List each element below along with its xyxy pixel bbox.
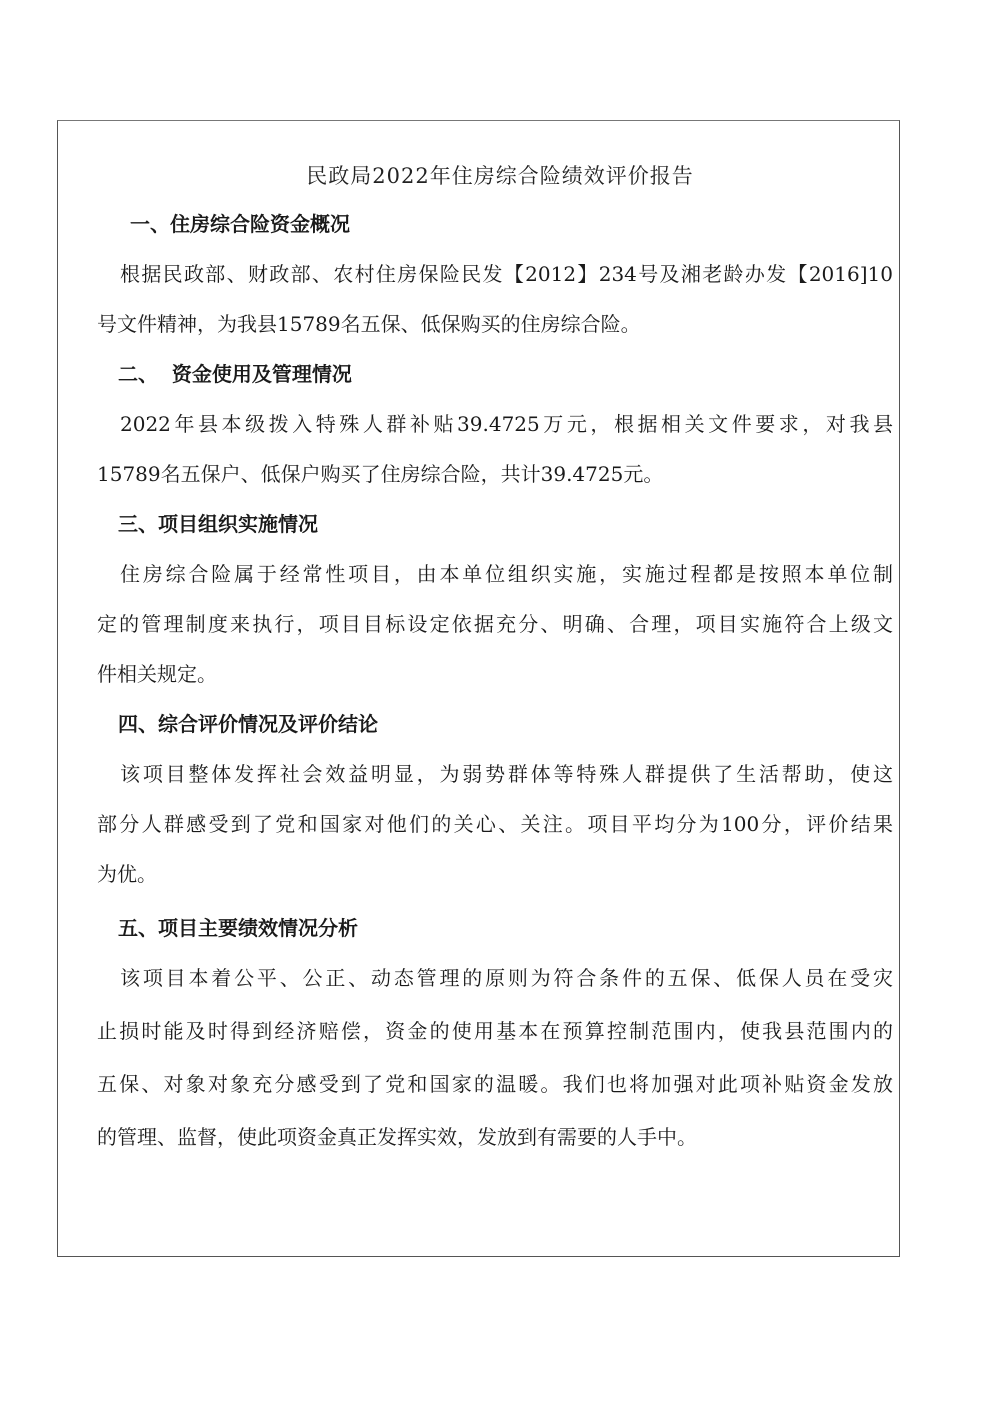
document-title: 民政局2022年住房综合险绩效评价报告 xyxy=(306,164,694,188)
section-2-line-2: 15789名五保户、低保户购买了住房综合险，共计39.4725元。 xyxy=(97,462,664,486)
section-3-line-3: 件相关规定。 xyxy=(97,662,217,686)
section-5-line-2: 止损时能及时得到经济赔偿，资金的使用基本在预算控制范围内，使我县范围内的 xyxy=(97,1019,893,1043)
section-2-line-1: 2022年县本级拨入特殊人群补贴39.4725万元，根据相关文件要求，对我县 xyxy=(120,412,893,436)
section-4-line-3: 为优。 xyxy=(97,862,157,886)
section-3-heading: 三、项目组织实施情况 xyxy=(118,512,318,536)
section-5-heading: 五、项目主要绩效情况分析 xyxy=(118,916,358,940)
section-4-line-2: 部分人群感受到了党和国家对他们的关心、关注。项目平均分为100分，评价结果 xyxy=(97,812,893,836)
section-3-line-1: 住房综合险属于经常性项目，由本单位组织实施，实施过程都是按照本单位制 xyxy=(120,562,893,586)
section-1-line-1: 根据民政部、财政部、农村住房保险民发【2012】234号及湘老龄办发【2016]10 xyxy=(120,262,893,286)
section-3-line-2: 定的管理制度来执行，项目目标设定依据充分、明确、合理，项目实施符合上级文 xyxy=(97,612,893,636)
section-5-line-3: 五保、对象对象充分感受到了党和国家的温暖。我们也将加强对此项补贴资金发放 xyxy=(97,1072,893,1096)
section-1-line-2: 号文件精神，为我县15789名五保、低保购买的住房综合险。 xyxy=(97,312,641,336)
section-4-heading: 四、综合评价情况及评价结论 xyxy=(118,712,378,736)
section-2-heading: 二、 资金使用及管理情况 xyxy=(118,362,352,386)
section-5-line-4: 的管理、监督，使此项资金真正发挥实效，发放到有需要的人手中。 xyxy=(97,1125,697,1149)
section-4-line-1: 该项目整体发挥社会效益明显，为弱势群体等特殊人群提供了生活帮助，使这 xyxy=(120,762,893,786)
section-1-heading: 一、住房综合险资金概况 xyxy=(130,212,350,236)
section-5-line-1: 该项目本着公平、公正、动态管理的原则为符合条件的五保、低保人员在受灾 xyxy=(120,966,893,990)
